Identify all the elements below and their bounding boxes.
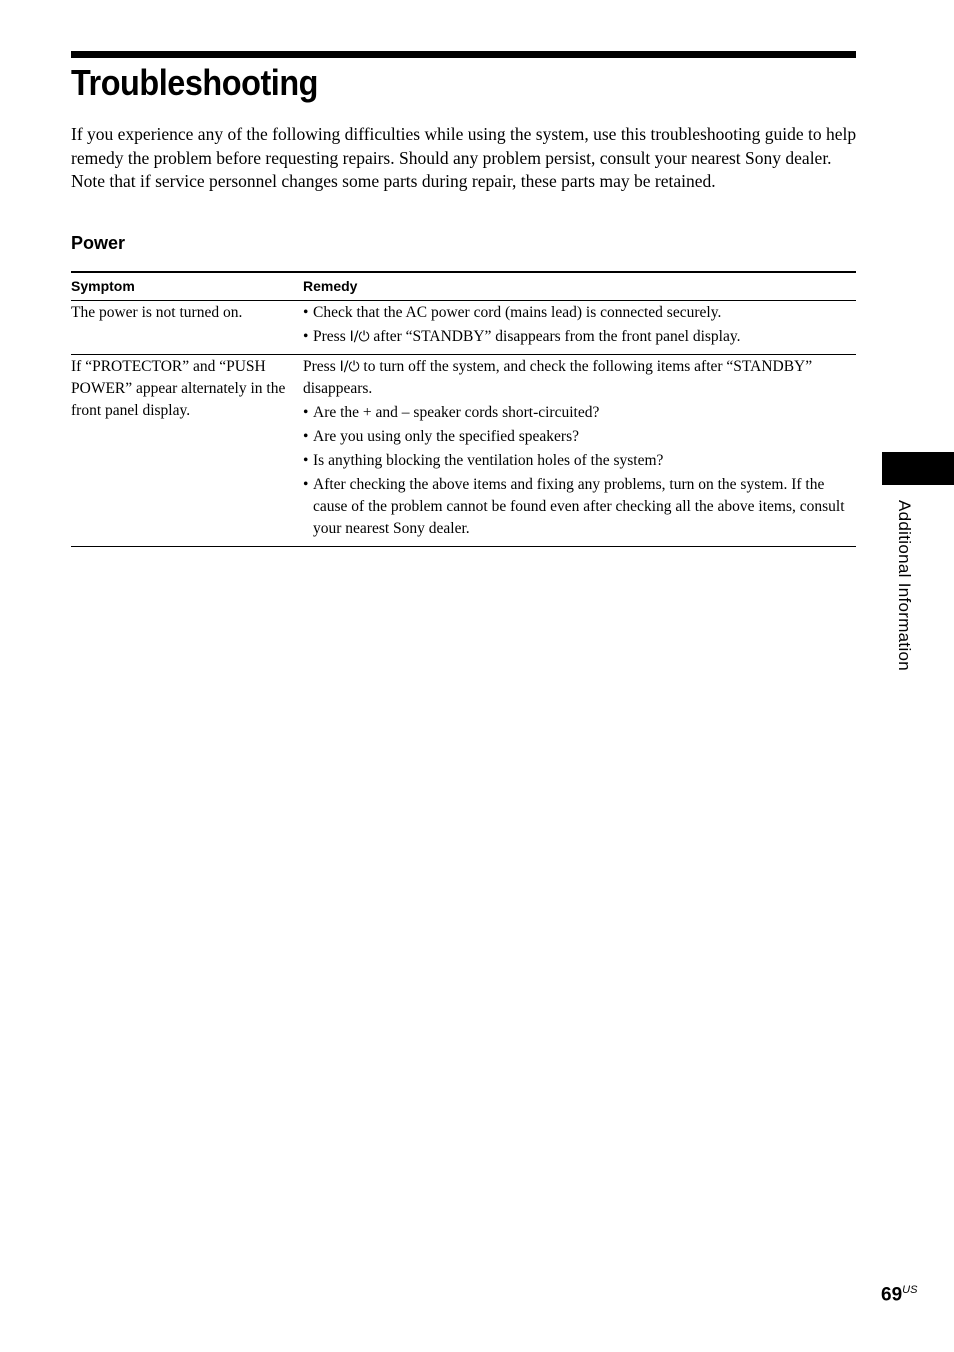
remedy-text: after “STANDBY” disappears from the front panel display. xyxy=(369,328,741,345)
remedy-list xyxy=(303,402,856,540)
page-region-suffix: US xyxy=(902,1284,918,1296)
table-row xyxy=(71,355,856,547)
remedy-text: Press xyxy=(313,328,350,345)
power-standby-icon: I/⏻ xyxy=(349,329,370,345)
section-tab-marker xyxy=(882,452,954,485)
section-heading-power: Power xyxy=(71,233,126,253)
table-row xyxy=(71,301,856,355)
remedy-item: • Are the + and – speaker cords short-circuited? xyxy=(303,402,856,424)
section-side-label: Additional Information xyxy=(895,500,914,672)
remedy-intro xyxy=(303,356,856,400)
table-header-row xyxy=(71,272,856,301)
page-title: Troubleshooting xyxy=(71,62,319,103)
remedy-item: • Are you using only the specified speakers? xyxy=(303,426,856,448)
remedy-cell xyxy=(303,301,856,355)
remedy-text: to turn off the system, and check the following items after “STANDBY” disappears. xyxy=(303,358,813,397)
remedy-cell xyxy=(303,355,856,547)
header-symptom: Symptom xyxy=(71,278,135,294)
remedy-item xyxy=(303,326,856,348)
remedy-text: Press xyxy=(303,358,340,375)
page-number xyxy=(881,1284,917,1306)
remedy-item: • Check that the AC power cord (mains lead) is connected securely. xyxy=(303,302,856,324)
power-standby-icon: I/⏻ xyxy=(339,359,360,375)
remedy-item: • After checking the above items and fixing any problems, turn on the system. If the cause of the problem cannot be found even after checking all the above items, consult your nearest Sony dealer. xyxy=(303,474,856,540)
intro-note: Note that if service personnel changes some parts during repair, these parts may be retained. xyxy=(71,171,716,191)
symptom-cell: If “PROTECTOR” and “PUSH POWER” appear alternately in the front panel display. xyxy=(71,358,286,419)
symptom-cell: The power is not turned on. xyxy=(71,304,243,321)
intro-paragraph: If you experience any of the following difficulties while using the system, use this troubleshooting guide to help remedy the problem before requesting repairs. Should any problem persist, consult your nearest Sony dealer. xyxy=(71,124,857,168)
header-remedy: Remedy xyxy=(303,278,358,294)
intro-text xyxy=(71,123,861,194)
remedy-list xyxy=(303,302,856,348)
title-rule xyxy=(71,51,856,58)
troubleshooting-table xyxy=(71,271,856,547)
page-number-value: 69 xyxy=(881,1284,903,1306)
remedy-item: • Is anything blocking the ventilation holes of the system? xyxy=(303,450,856,472)
